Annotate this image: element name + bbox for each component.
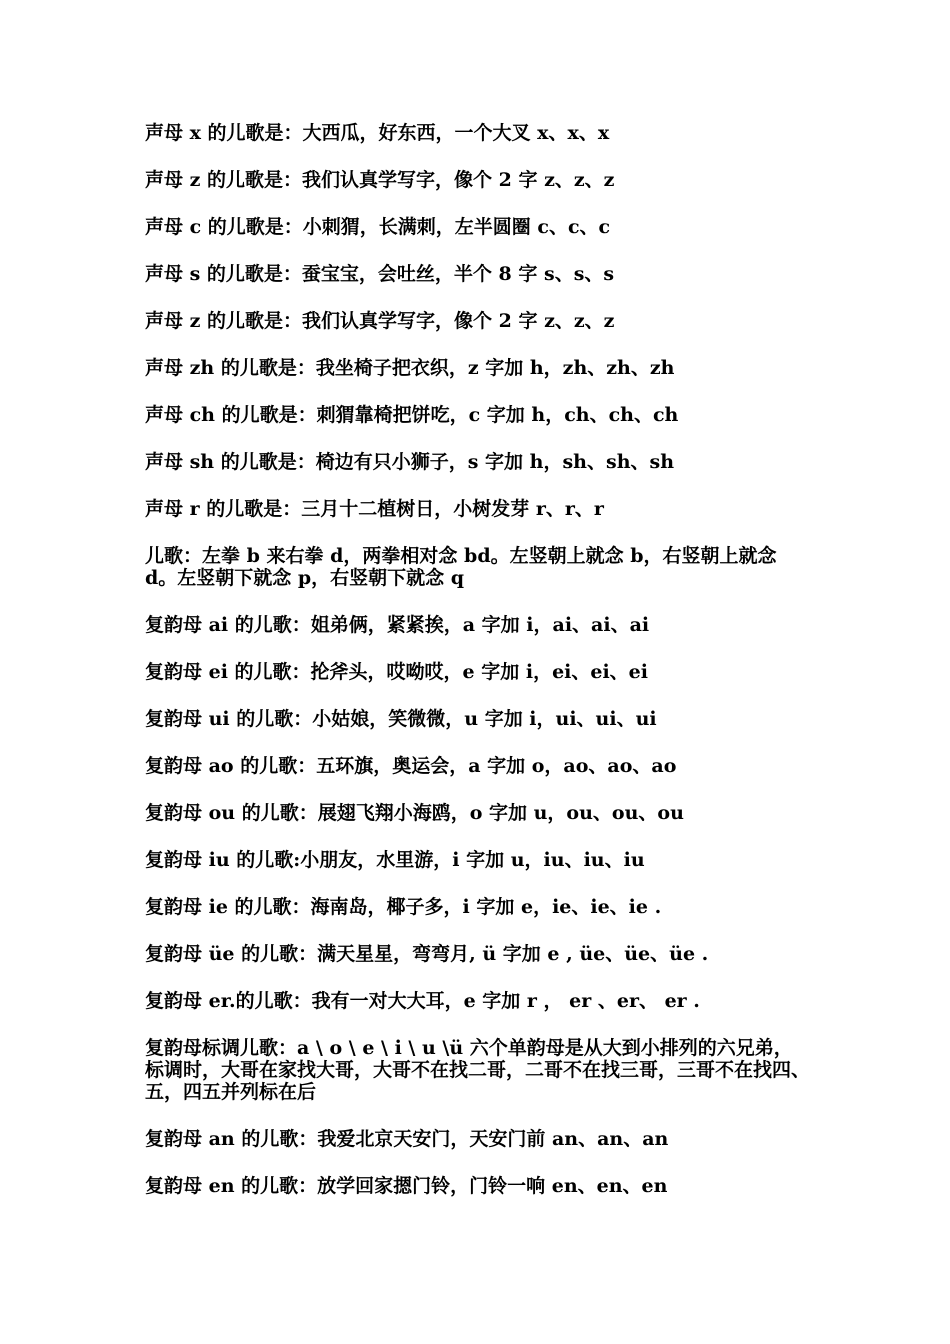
rhyme-line-ue: 复韵母 üe 的儿歌：满天星星，弯弯月, ü 字加 e , üe、üe、üe . <box>145 943 709 965</box>
rhyme-line-ao: 复韵母 ao 的儿歌：五环旗，奥运会，a 字加 o，ao、ao、ao <box>145 755 677 777</box>
rhyme-line-ei: 复韵母 ei 的儿歌：抡斧头，哎呦哎，e 字加 i，ei、ei、ei <box>145 661 648 683</box>
rhyme-line-an: 复韵母 an 的儿歌：我爱北京天安门，天安门前 an、an、an <box>145 1128 669 1150</box>
rhyme-line-z: 声母 z 的儿歌是：我们认真学写字，像个 2 字 z、z、z <box>145 169 615 191</box>
rhyme-line-er: 复韵母 er.的儿歌：我有一对大大耳，e 字加 r ， er 、er、 er . <box>145 990 700 1012</box>
rhyme-line-x: 声母 x 的儿歌是：大西瓜，好东西，一个大叉 x、x、x <box>145 122 610 144</box>
rhyme-line-ui: 复韵母 ui 的儿歌：小姑娘，笑微微，u 字加 i，ui、ui、ui <box>145 708 657 730</box>
rhyme-line-c: 声母 c 的儿歌是：小刺猬，长满刺，左半圆圈 c、c、c <box>145 216 611 238</box>
rhyme-line-zh: 声母 zh 的儿歌是：我坐椅子把衣织，z 字加 h，zh、zh、zh <box>145 357 675 379</box>
rhyme-line-s: 声母 s 的儿歌是：蚕宝宝，会吐丝，半个 8 字 s、s、s <box>145 263 615 285</box>
rhyme-line-z-repeat: 声母 z 的儿歌是：我们认真学写字，像个 2 字 z、z、z <box>145 310 615 332</box>
rhyme-line-sh: 声母 sh 的儿歌是：椅边有只小狮子，s 字加 h，sh、sh、sh <box>145 451 675 473</box>
rhyme-line-ie: 复韵母 ie 的儿歌：海南岛，椰子多，i 字加 e，ie、ie、ie . <box>145 896 662 918</box>
rhyme-line-iu: 复韵母 iu 的儿歌:小朋友，水里游，i 字加 u，iu、iu、iu <box>145 849 645 871</box>
rhyme-line-tone-marking: 复韵母标调儿歌：a \ o \ e \ i \ u \ü 六个单韵母是从大到小排列的六兄弟，标调时，大哥在家找大哥，大哥不在找二哥，二哥不在找三哥，三哥不在找四、五，四五并列标在后 <box>145 1037 811 1103</box>
rhyme-line-ch: 声母 ch 的儿歌是：刺猬靠椅把饼吃，c 字加 h，ch、ch、ch <box>145 404 679 426</box>
rhyme-line-en: 复韵母 en 的儿歌：放学回家摁门铃，门铃一响 en、en、en <box>145 1175 668 1197</box>
rhyme-line-ai: 复韵母 ai 的儿歌：姐弟俩，紧紧挨，a 字加 i，ai、ai、ai <box>145 614 650 636</box>
document-body <box>145 122 810 1222</box>
rhyme-line-bdpq: 儿歌：左拳 b 来右拳 d，两拳相对念 bd。左竖朝上就念 b，右竖朝上就念 d。左竖朝下就念 p，右竖朝下就念 q <box>145 545 777 589</box>
rhyme-line-ou: 复韵母 ou 的儿歌：展翅飞翔小海鸥，o 字加 u，ou、ou、ou <box>145 802 684 824</box>
rhyme-line-r: 声母 r 的儿歌是：三月十二植树日，小树发芽 r、r、r <box>145 498 604 520</box>
